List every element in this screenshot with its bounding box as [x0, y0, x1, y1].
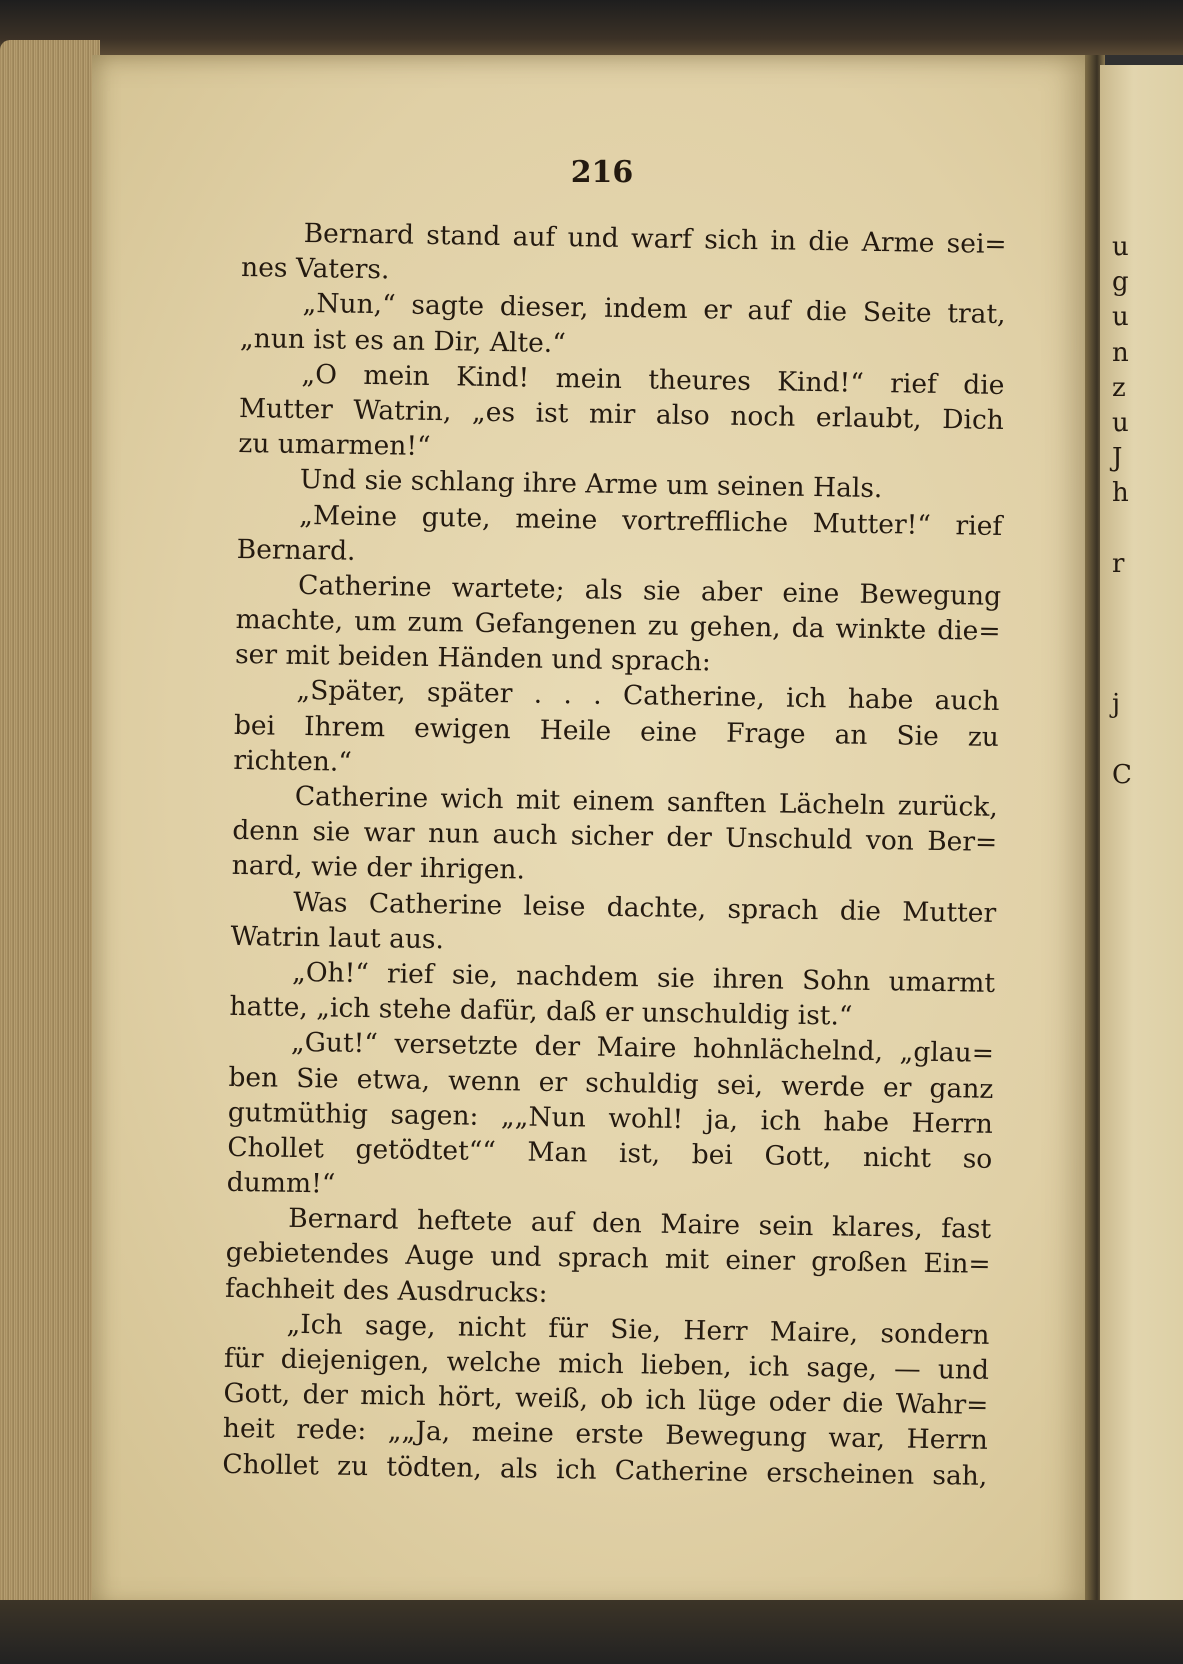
text-line: Catherine wartete; als sie aber eine Bewegung — [297, 569, 1002, 612]
facing-page-fragment: h — [1112, 478, 1129, 509]
text-line: nes Vaters. — [240, 252, 390, 286]
page-fore-edge — [0, 40, 100, 1620]
text-line: fachheit des Ausdrucks: — [224, 1272, 548, 1309]
text-line: Mutter Watrin, „es ist mir also noch erlaubt, Dich — [238, 392, 1005, 436]
facing-page-fragment — [1112, 512, 1132, 547]
book-cover-top — [0, 0, 1183, 55]
facing-page-edge — [1100, 65, 1183, 1605]
text-line: hatte, „ich stehe dafür, daß er unschuldig ist.“ — [229, 991, 853, 1032]
text-line: Und sie schlang ihre Arme um seinen Hals. — [299, 464, 883, 505]
page-text-block — [222, 215, 1007, 1494]
text-line: machte, um zum Gefangenen zu gehen, da winkte die= — [235, 604, 1001, 648]
text-line: zu umarmen!“ — [238, 428, 431, 463]
text-line: gebietendes Auge und sprach mit einer großen Ein= — [225, 1237, 991, 1281]
facing-page-fragment: J — [1112, 443, 1123, 474]
text-line: Gott, der mich hört, weiß, ob ich lüge oder die Wahr= — [223, 1378, 989, 1422]
text-line: Catherine wich mit einem sanften Lächeln zurück, — [294, 780, 999, 823]
book-page — [92, 55, 1092, 1610]
text-line: gutmüthig sagen: „„Nun wohl! ja, ich habe Herrn — [227, 1096, 994, 1140]
text-line: „Oh!“ rief sie, nachdem sie ihren Sohn umarmt — [291, 956, 996, 999]
facing-page-fragment: g — [1112, 267, 1129, 298]
text-line: nard, wie der ihrigen. — [231, 850, 526, 886]
text-line: Bernard heftete auf den Maire sein klares, fast — [287, 1203, 992, 1246]
text-line: Chollet getödtet““ Man ist, bei Gott, nicht so — [227, 1131, 993, 1175]
facing-page-fragment — [1112, 723, 1132, 758]
text-line: ben Sie etwa, wenn er schuldig sei, werde er ganz — [228, 1061, 994, 1105]
facing-page-fragment: u — [1112, 302, 1129, 333]
facing-page-fragment — [1112, 582, 1132, 617]
text-line: dumm!“ — [226, 1166, 336, 1200]
text-line: „Ich sage, nicht für Sie, Herr Maire, sondern — [286, 1308, 990, 1351]
facing-page-fragment — [1112, 652, 1132, 687]
text-line: heit rede: „„Ja, meine erste Bewegung war, Herrn — [222, 1413, 989, 1457]
page-number: 216 — [570, 155, 634, 190]
text-line: Bernard stand auf und warf sich in die Arme sei= — [303, 217, 1007, 261]
facing-page-fragment: C — [1112, 759, 1132, 790]
text-line: Watrin laut aus. — [230, 920, 445, 956]
text-line: „O mein Kind! mein theures Kind!“ rief die — [301, 358, 1005, 401]
text-line: Chollet zu tödten, als ich Catherine erscheinen sah, — [222, 1448, 988, 1492]
facing-page-fragment: u — [1112, 232, 1129, 262]
facing-page-fragment: n — [1112, 337, 1129, 368]
text-line: ser mit beiden Händen und sprach: — [234, 639, 712, 678]
facing-page-fragment — [1112, 617, 1132, 652]
text-line: denn sie war nun auch sicher der Unschuld von Ber= — [232, 815, 998, 859]
text-line: „nun ist es an Dir, Alte.“ — [239, 322, 567, 359]
facing-page-fragment: j — [1112, 689, 1121, 720]
book-cover-bottom — [0, 1600, 1183, 1664]
text-line: Was Catherine leise dachte, sprach die Mutter — [292, 886, 997, 929]
text-line: richten.“ — [233, 744, 353, 778]
text-line: „Später, später . . . Catherine, ich habe auch — [296, 675, 1000, 718]
text-line: Bernard. — [236, 533, 356, 567]
facing-page-fragment: u — [1112, 407, 1129, 438]
text-line: „Gut!“ versetzte der Maire hohnlächelnd, „glau= — [290, 1027, 995, 1070]
text-line: bei Ihrem ewigen Heile eine Frage an Sie zu — [233, 709, 1000, 753]
facing-page-fragment: r — [1112, 548, 1125, 579]
facing-page-fragment: z — [1112, 372, 1126, 403]
facing-page-fragments — [1112, 230, 1132, 793]
text-line: „Nun,“ sagte dieser, indem er auf die Seite trat, — [302, 288, 1006, 331]
text-line: „Meine gute, meine vortreffliche Mutter!“ rief — [299, 499, 1003, 542]
text-line: für diejenigen, welche mich lieben, ich sage, — und — [223, 1342, 990, 1386]
